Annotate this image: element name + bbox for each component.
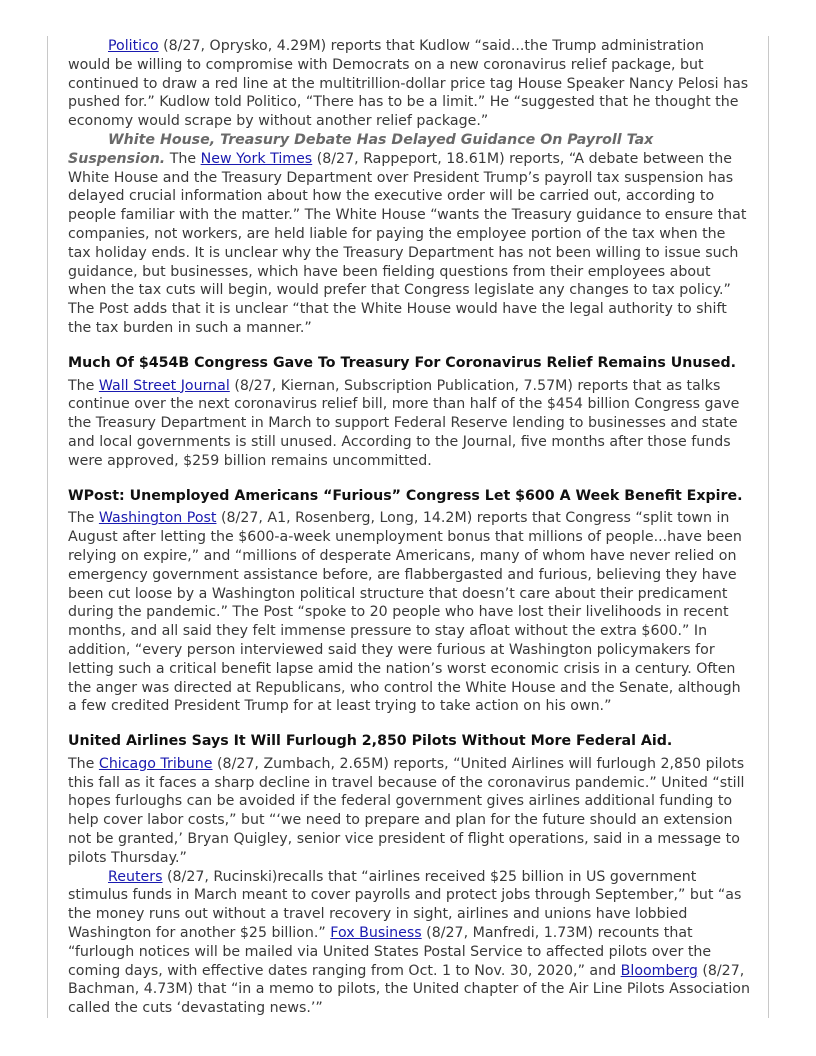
document-page — [68, 37, 750, 1018]
reuters-text: (8/27, Rucinski)recalls that “airlines received $25 billion in US government stimulus funds in March meant to cover payrolls and protect jobs through September,” but “as the money runs out without a travel recovery in sight, airlines and unions have lobbied Washington for another $25 billion.” — [68, 868, 742, 942]
article-body — [68, 755, 750, 868]
payroll-tax-paragraph — [68, 131, 750, 338]
article-body-text: (8/27, A1, Rosenberg, Long, 14.2M) reports that Congress “split town in August after letting the $600-a-week unemployment bonus that millions of people...have been relying on expire,” and “millions of desperate Americans, many of whom have never relied on emergency government assistance before, are flabbergasted and furious, believing they have been cut loose by a Washington political structure that doesn’t care about their predicament during the pandemic.” The Post “spoke to 20 people who have lost their livelihoods in recent months, and all said they felt immense pressure to stay afloat without the extra $600.” In addition, “every person interviewed said they were furious at Washington policymakers for letting such a critical benefit lapse amid the nation’s worst economic crisis in a century. Often the anger was directed at Republicans, who control the White House and the Senate, although a few credited President Trump for at least trying to take action on his own.” — [68, 510, 742, 715]
article-unemployment — [68, 487, 750, 717]
nyt-link[interactable]: New York Times — [200, 150, 313, 167]
article-headline: United Airlines Says It Will Furlough 2,850 Pilots Without More Federal Aid. — [68, 733, 673, 750]
article-body-text: (8/27, Zumbach, 2.65M) reports, “United Airlines will furlough 2,850 pilots this fall as it faces a sharp decline in travel because of the coronavirus pandemic.” United “still hopes furloughs can be avoided if the federal government gives airlines additional funding to help cover labor costs,” but “‘we need to prepare and plan for the future should an extension not be granted,’ Bryan Quigley, senior vice president of flight operations, said in a message to pilots Thursday.” — [68, 755, 745, 866]
wapo-link[interactable]: Washington Post — [98, 510, 217, 527]
article-headline: Much Of $454B Congress Gave To Treasury For Coronavirus Relief Remains Unused. — [68, 354, 737, 371]
article-body-text: (8/27, Kiernan, Subscription Publication, 7.57M) reports that as talks continue over the next coronavirus relief bill, more than half of the $454 billion Congress gave the Treasury Department in March to support Federal Reserve lending to businesses and state and local governments is still unused. According to the Journal, five months after those funds were approved, $259 billion remains uncommitted. — [68, 377, 740, 469]
payroll-tax-subhead: White House, Treasury Debate Has Delayed Guidance On Payroll Tax Suspension. — [68, 131, 654, 167]
article-united-airlines — [68, 732, 750, 1018]
article-body — [68, 509, 750, 716]
article-body-pre: The — [68, 510, 99, 527]
article-body-pre: The — [68, 377, 99, 394]
politico-paragraph — [68, 37, 750, 131]
bloomberg-text: (8/27, Bachman, 4.73M) that “in a memo to pilots, the United chapter of the Air Line Pilots Association called the cuts ‘devastating news.’” — [68, 962, 750, 1017]
reuters-link[interactable]: Reuters — [108, 868, 163, 885]
politico-text: (8/27, Oprysko, 4.29M) reports that Kudlow “said...the Trump administration would be willing to compromise with Democrats on a new coronavirus relief package, but continued to draw a red line at the multitrillion-dollar price tag House Speaker Nancy Pelosi has pushed for.” Kudlow told Politico, “There has to be a limit.” He “suggested that he thought the economy would scrape by without another relief package.” — [68, 38, 749, 130]
chicago-tribune-link[interactable]: Chicago Tribune — [98, 755, 213, 772]
article-treasury-funds — [68, 354, 750, 471]
article-body-pre: The — [68, 755, 99, 772]
article-headline: WPost: Unemployed Americans “Furious” Congress Let $600 A Week Benefit Expire. — [68, 487, 743, 504]
right-margin-rule — [768, 36, 769, 1018]
politico-link[interactable]: Politico — [108, 38, 159, 54]
payroll-tax-text: (8/27, Rappeport, 18.61M) reports, “A debate between the White House and the Treasury Department over President Trump’s payroll tax suspension has delayed crucial information about how the executive order will be carried out, according to people familiar with the matter.” The White House “wants the Treasury guidance to ensure that companies, not workers, are held liable for paying the employee portion of the tax when the tax holiday ends. It is unclear why the Treasury Department has not been willing to issue such guidance, but businesses, which have been fielding questions from their employees about when the tax cuts will begin, would prefer that Congress legislate any changes to tax policy.” The Post adds that it is unclear “that the White House would have the legal authority to shift the tax burden in such a manner.” — [68, 150, 747, 336]
fox-business-link[interactable]: Fox Business — [330, 925, 422, 942]
wsj-link[interactable]: Wall Street Journal — [98, 377, 230, 394]
payroll-tax-pre: The — [165, 150, 201, 167]
fox-business-text: (8/27, Manfredi, 1.73M) recounts that “furlough notices will be mailed via United States Postal Service to affected pilots over the coming days, with effective dates ranging from Oct. 1 to Nov. 30, 2020,” and — [68, 925, 712, 979]
article-body — [68, 377, 750, 471]
left-margin-rule — [47, 36, 48, 1018]
bloomberg-link[interactable]: Bloomberg — [620, 962, 698, 979]
united-followup-paragraph — [68, 868, 750, 1018]
